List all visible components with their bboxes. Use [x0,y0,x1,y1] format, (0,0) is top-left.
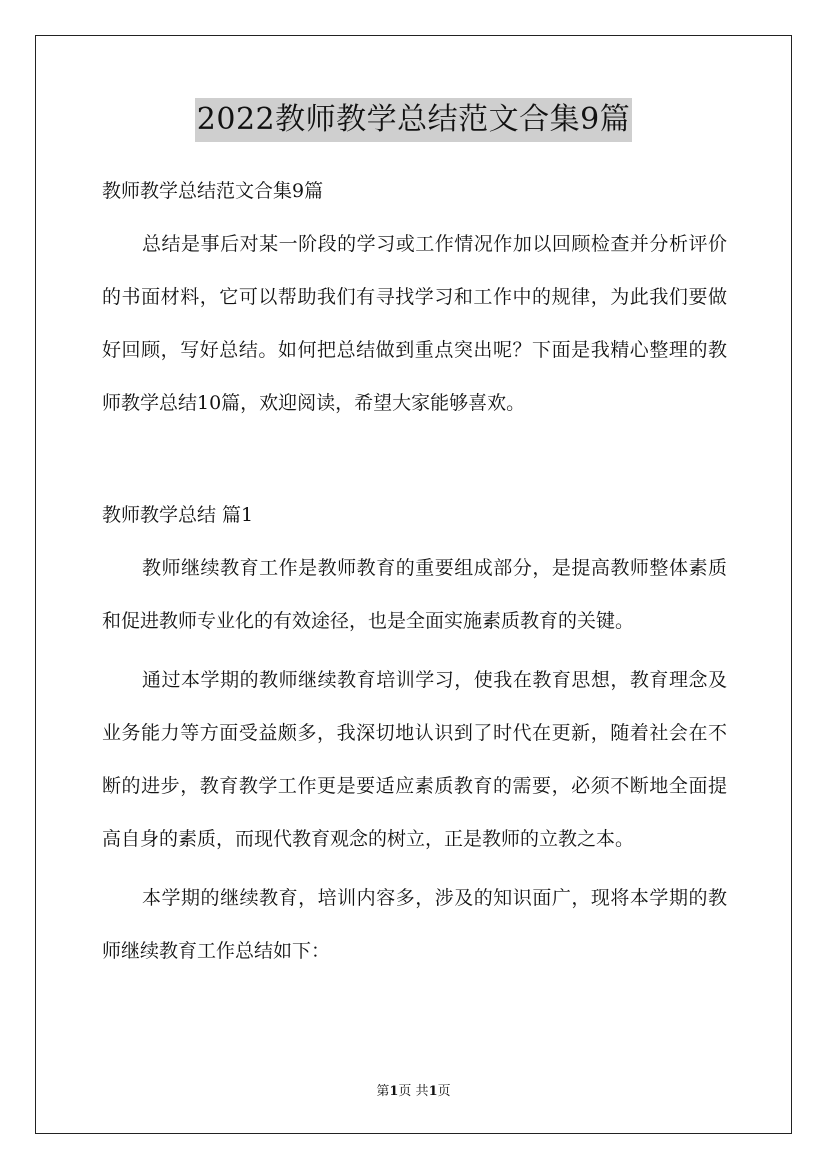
body-paragraph-1: 教师继续教育工作是教师教育的重要组成部分，是提高教师整体素质和促进教师专业化的有效途径，也是全面实施素质教育的关键。 [102,557,727,632]
footer-page-mid: 页 共 [398,1084,429,1099]
body-paragraph-2: 通过本学期的教师继续教育培训学习，使我在教育思想，教育理念及业务能力等方面受益颇多，我深切地认识到了时代在更新，随着社会在不断的进步，教育教学工作更是要适应素质教育的需要，必须不断地全面提高自身的素质，而现代教育观念的树立，正是教师的立教之本。 [102,669,727,850]
body-paragraph-3: 本学期的继续教育，培训内容多，涉及的知识面广，现将本学期的教师继续教育工作总结如下： [102,887,727,962]
page-footer [0,1082,827,1102]
section-spacer [102,436,727,489]
footer-page-total: 1 [428,1084,438,1099]
intro-paragraph: 总结是事后对某一阶段的学习或工作情况作加以回顾检查并分析评价的书面材料，它可以帮助我们有寻找学习和工作中的规律，为此我们要做好回顾，写好总结。如何把总结做到重点突出呢？下面是我精心整理的教师教学总结10篇，欢迎阅读，希望大家能够喜欢。 [102,233,727,414]
section-heading: 教师教学总结 篇1 [102,504,254,526]
footer-page-prefix: 第 [376,1084,390,1099]
document-body [102,165,727,984]
title-container [0,98,827,142]
footer-page-current: 1 [389,1084,399,1099]
document-subtitle: 教师教学总结范文合集9篇 [102,180,324,202]
footer-page-suffix: 页 [437,1084,451,1099]
document-title: 2022教师教学总结范文合集9篇 [195,98,632,142]
